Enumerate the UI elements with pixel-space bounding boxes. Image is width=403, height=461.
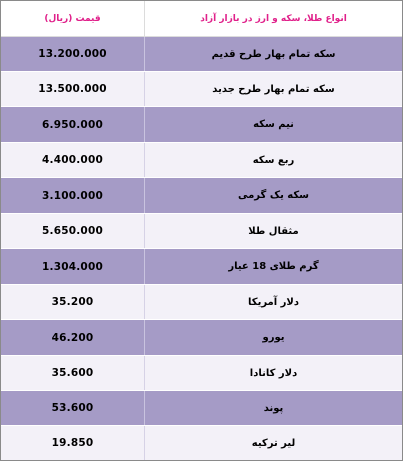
table-row [1, 214, 402, 249]
table-row [1, 72, 402, 107]
item-name-cell: ربع سکه [252, 154, 295, 166]
item-name-cell: گرم طلای 18 عیار [228, 261, 319, 272]
item-name-cell: سکه یک گرمی [238, 190, 310, 201]
price-cell: 3.100.000 [1, 178, 145, 213]
table-row [1, 320, 402, 356]
table-row [1, 37, 402, 72]
table-row [1, 426, 402, 460]
item-name-cell: دلار آمریکا [248, 296, 299, 308]
name-column-header: انواع طلا، سکه و ارز در بازار آزاد [200, 13, 347, 24]
table-row [1, 285, 402, 320]
item-name-cell: نیم سکه [253, 119, 294, 130]
price-cell: 13.500.000 [1, 72, 145, 106]
item-name-cell: سکه تمام بهار طرح قدیم [211, 48, 336, 60]
price-cell: 13.200.000 [1, 37, 145, 71]
price-cell: 53.600 [1, 391, 145, 425]
table-row [1, 356, 402, 391]
item-name-cell: پوند [263, 402, 284, 414]
table-row [1, 107, 402, 143]
table-row [1, 391, 402, 426]
price-cell: 35.600 [1, 356, 145, 390]
price-cell: 1.304.000 [1, 249, 145, 284]
item-name-cell: سکه تمام بهار طرح جدید [212, 83, 335, 95]
price-cell: 46.200 [1, 320, 145, 355]
item-name-cell: دلار کانادا [249, 367, 298, 379]
item-name-cell: مثقال طلا [248, 225, 299, 237]
price-cell: 19.850 [1, 426, 145, 460]
price-cell: 5.650.000 [1, 214, 145, 248]
price-column-header: قیمت (ریال) [1, 1, 145, 36]
table-row [1, 249, 402, 285]
price-cell: 6.950.000 [1, 107, 145, 142]
table-row [1, 143, 402, 178]
price-cell: 4.400.000 [1, 143, 145, 177]
table-header [1, 1, 402, 37]
price-cell: 35.200 [1, 285, 145, 319]
table-row [1, 178, 402, 214]
item-name-cell: لیر ترکیه [251, 437, 296, 449]
item-name-cell: یورو [262, 332, 285, 343]
